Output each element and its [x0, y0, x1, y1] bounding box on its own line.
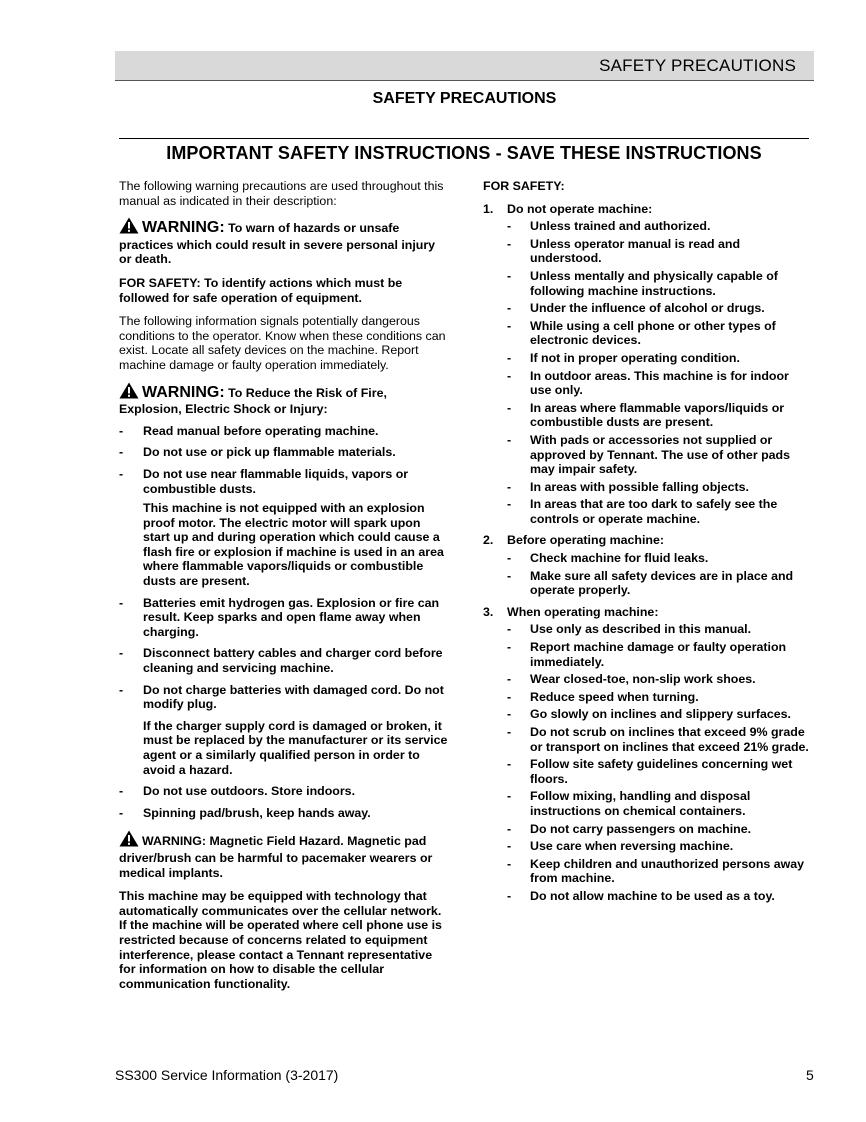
dash-bullet: - [119, 784, 124, 799]
list-item [119, 683, 449, 712]
section-header-bar [115, 51, 814, 81]
dash-bullet: - [507, 707, 512, 722]
list-item [483, 789, 813, 818]
list-item [483, 839, 813, 854]
section-number: 3. [483, 604, 494, 619]
list-item-text: Go slowly on inclines and slippery surfaces. [530, 707, 791, 722]
list-item-text: Read manual before operating machine. [143, 423, 379, 438]
list-item-text: Unless mentally and physically capable of following machine instructions. [530, 268, 778, 298]
list-item-text: Do not use outdoors. Store indoors. [143, 784, 356, 799]
list-item [119, 445, 449, 460]
list-item-text: Batteries emit hydrogen gas. Explosion or fire can result. Keep sparks and open flame away when charging. [143, 595, 440, 639]
footer-document-title: SS300 Service Information (3-2017) [115, 1067, 339, 1083]
list-item-text: Keep children and unauthorized persons away from machine. [530, 856, 805, 886]
warning-label: WARNING: [142, 219, 225, 237]
dash-bullet: - [507, 497, 512, 512]
right-column [483, 179, 813, 904]
list-item-text: Report machine damage or faulty operation immediately. [530, 640, 787, 669]
list-item-text: Use only as described in this manual. [530, 622, 752, 637]
list-item [483, 269, 813, 298]
list-item [483, 725, 813, 754]
section-title [483, 202, 813, 217]
list-item-text: Unless trained and authorized. [530, 219, 711, 234]
cord-note: If the charger supply cord is damaged or broken, it must be replaced by the manufacturer or its service agent or a similarly qualified person in order to avoid a hazard. [143, 718, 448, 777]
dash-bullet: - [119, 445, 124, 460]
warning-fire-text: To Reduce the Risk of Fire, Explosion, Electric Shock or Injury: [119, 385, 387, 417]
warning-magnetic [119, 830, 449, 880]
dash-bullet: - [507, 856, 512, 871]
dash-bullet: - [507, 432, 512, 447]
dash-bullet: - [507, 622, 512, 637]
list-item-text: Do not charge batteries with damaged cord. Do not modify plug. [143, 682, 444, 712]
list-item-text: While using a cell phone or other types of electronic devices. [530, 318, 776, 348]
section-number: 2. [483, 533, 494, 548]
explosion-note: This machine is not equipped with an explosion proof motor. The electric motor will spark upon start up and during operation which could cause a flash fire or explosion if machine is used in an area where flammable vapors/liquids or combustible dusts are present. [143, 501, 444, 589]
warning-triangle-icon [119, 217, 139, 238]
dash-bullet: - [507, 219, 512, 234]
warning-triangle-icon [119, 830, 139, 851]
list-item [483, 889, 813, 904]
list-item [483, 757, 813, 786]
warning-fire [119, 382, 449, 417]
list-item-text: Follow mixing, handling and disposal instructions on chemical containers. [530, 789, 751, 818]
list-item [119, 646, 449, 675]
list-item-text: Unless operator manual is read and understood. [530, 236, 741, 266]
list-item-text: If not in proper operating condition. [530, 350, 740, 365]
list-item [483, 569, 813, 598]
list-item [483, 640, 813, 669]
section-title-text: Do not operate machine: [507, 201, 653, 216]
dash-bullet: - [119, 805, 124, 820]
list-item [483, 690, 813, 705]
section-number: 1. [483, 201, 494, 216]
list-item-text: Follow site safety guidelines concerning wet floors. [530, 757, 793, 786]
dash-bullet: - [507, 725, 512, 739]
warning-hazards-text: To warn of hazards or unsafe practices which could result in severe personal injury or death. [119, 221, 436, 267]
dash-bullet: - [507, 400, 512, 415]
list-item-text: Reduce speed when turning. [530, 689, 699, 704]
for-safety-heading: FOR SAFETY: [483, 179, 565, 193]
warning-magnetic-text: WARNING: Magnetic Field Hazard. Magnetic pad driver/brush can be harmful to pacemaker wearers or medical implants. [119, 834, 433, 880]
list-item-text: Disconnect battery cables and charger cord before cleaning and servicing machine. [143, 646, 443, 676]
section-title [483, 533, 813, 548]
list-item [483, 219, 813, 234]
dash-bullet: - [507, 888, 512, 903]
list-item [483, 707, 813, 722]
list-item [119, 467, 449, 496]
list-item-text: Check machine for fluid leaks. [530, 551, 709, 566]
footer-page-number: 5 [806, 1067, 814, 1083]
list-item-text: Use care when reversing machine. [530, 839, 734, 854]
list-item-text: In areas with possible falling objects. [530, 479, 749, 494]
list-item-text: Make sure all safety devices are in place and operate properly. [530, 568, 794, 598]
dash-bullet: - [119, 595, 124, 610]
dash-bullet: - [507, 318, 512, 333]
dash-bullet: - [119, 646, 124, 661]
dash-bullet: - [507, 268, 512, 283]
list-item [483, 622, 813, 637]
warning-triangle-icon [119, 382, 139, 403]
list-item-text: With pads or accessories not supplied or approved by Tennant. The use of other pads may impair safety. [530, 432, 791, 477]
cellular-notice: This machine may be equipped with technology that automatically communicates over the cellular network. If the machine will be operated where cell phone use is restricted because of concerns related to equipment interference, please contact a Tennant representative for information on how to disable the cellular communication functionality. [119, 889, 442, 991]
dash-bullet: - [507, 839, 512, 854]
dash-bullet: - [119, 423, 124, 438]
dash-bullet: - [507, 350, 512, 365]
dash-bullet: - [507, 689, 512, 704]
list-item [483, 237, 813, 266]
list-item [483, 351, 813, 366]
list-item-text: Do not carry passengers on machine. [530, 821, 752, 836]
dash-bullet: - [507, 368, 512, 383]
section-header-title: SAFETY PRECAUTIONS [599, 56, 796, 75]
list-item-text: In areas that are too dark to safely see the controls or operate machine. [530, 497, 778, 526]
page-title: SAFETY PRECAUTIONS [372, 90, 557, 107]
heading-rule [119, 138, 809, 139]
section-title [483, 605, 813, 620]
list-item [119, 784, 449, 799]
list-item-text: Wear closed-toe, non-slip work shoes. [530, 672, 756, 687]
list-item [483, 822, 813, 837]
for-safety-definition: FOR SAFETY: To identify actions which must be followed for safe operation of equipment. [119, 275, 403, 305]
dash-bullet: - [119, 682, 124, 697]
dash-bullet: - [507, 821, 512, 836]
dash-bullet: - [507, 479, 512, 494]
information-text: The following information signals potentially dangerous conditions to the operator. Know when these conditions can exist. Locate all safety devices on the machine. Report machine damage or faulty operation immediately. [119, 314, 446, 372]
list-item [483, 433, 813, 477]
list-item-text: Do not scrub on inclines that exceed 9% grade or transport on inclines that exceed 21% grade. [530, 725, 809, 754]
list-item [119, 596, 449, 640]
dash-bullet: - [507, 640, 512, 655]
list-item [483, 480, 813, 495]
list-item [119, 424, 449, 439]
dash-bullet: - [507, 551, 512, 566]
main-heading: IMPORTANT SAFETY INSTRUCTIONS - SAVE THESE INSTRUCTIONS [166, 143, 762, 163]
list-item-text: In outdoor areas. This machine is for indoor use only. [530, 368, 789, 398]
dash-bullet: - [507, 301, 512, 316]
list-item [119, 806, 449, 821]
dash-bullet: - [507, 789, 512, 804]
list-item [483, 319, 813, 348]
warning-label: WARNING: [142, 383, 225, 401]
list-item-text: In areas where flammable vapors/liquids or combustible dusts are present. [530, 400, 785, 430]
list-item [483, 672, 813, 687]
section-title-text: Before operating machine: [507, 533, 664, 548]
dash-bullet: - [507, 757, 512, 772]
list-item-text: Spinning pad/brush, keep hands away. [143, 805, 371, 820]
list-item-text: Do not use or pick up flammable materials. [143, 445, 396, 460]
warning-hazards [119, 217, 449, 267]
dash-bullet: - [507, 672, 512, 687]
dash-bullet: - [507, 568, 512, 583]
list-item [483, 369, 813, 398]
list-item-text: Do not use near flammable liquids, vapors or combustible dusts. [143, 466, 409, 496]
dash-bullet: - [507, 236, 512, 251]
list-item-text: Under the influence of alcohol or drugs. [530, 301, 765, 316]
list-item [483, 551, 813, 566]
list-item [483, 497, 813, 526]
list-item [483, 401, 813, 430]
list-item [483, 301, 813, 316]
list-item-text: Do not allow machine to be used as a toy. [530, 888, 775, 903]
list-item [483, 857, 813, 886]
dash-bullet: - [119, 466, 124, 481]
left-column [119, 179, 449, 991]
intro-text: The following warning precautions are used throughout this manual as indicated in their description: [119, 179, 444, 208]
section-title-text: When operating machine: [507, 604, 659, 619]
